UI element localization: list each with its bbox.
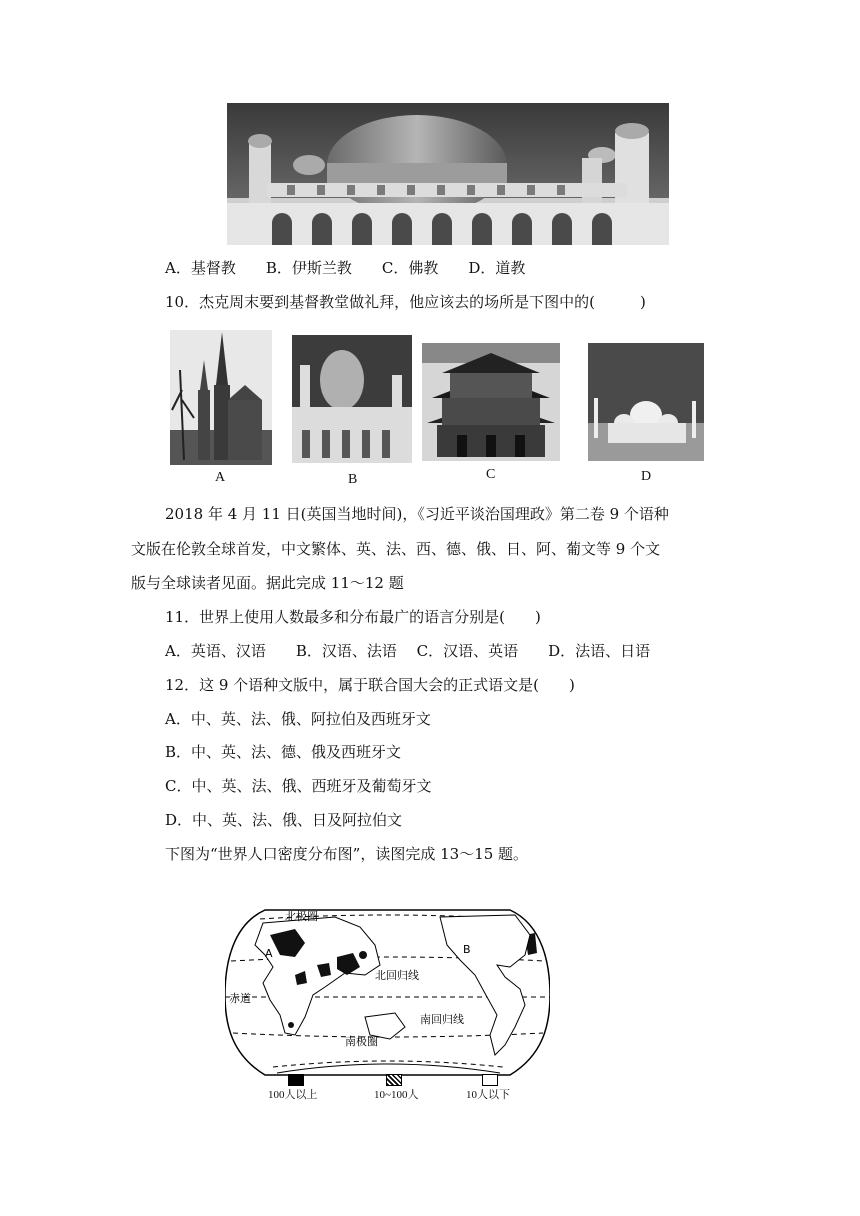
legend-medium [374,1074,418,1102]
legend-solid-swatch [288,1074,304,1086]
map-intro: 下图为“世界人口密度分布图”，读图完成 13～15 题。 [165,845,529,863]
q12-option-a: A．中、英、法、俄、阿拉伯及西班牙文 [165,710,431,728]
label-tropic-of-cancer: 北回归线 [375,969,419,982]
label-b: B [463,943,471,956]
label-tropic-of-capricorn: 南回归线 [420,1013,464,1026]
caption-d: D [641,469,652,484]
passage-line-1: 2018 年 4 月 11 日(英国当地时间)，《习近平谈治国理政》第二卷 9 个语种 [165,505,669,523]
mosque-photo-small [292,335,412,463]
legend-high-label: 100人以上 [268,1089,318,1102]
legend-empty-swatch [482,1074,498,1086]
legend-medium-label: 10~100人 [374,1089,419,1102]
label-equator: 赤道 [229,992,251,1005]
caption-a: A [215,470,226,485]
caption-c: C [486,467,496,482]
caption-b: B [348,472,358,487]
passage-line-3: 版与全球读者见面。据此完成 11～12 题 [131,574,404,592]
q9-options: A．基督教 B．伊斯兰教 C．佛教 D．道教 [165,259,526,277]
church-photo [170,330,272,465]
legend-low [466,1074,510,1102]
legend-hatched-swatch [386,1074,402,1086]
q12-option-b: B．中、英、法、德、俄及西班牙文 [165,743,402,761]
q12-stem: 12．这 9 个语种文版中，属于联合国大会的正式语文是( ) [165,676,575,694]
q12-option-d: D．中、英、法、俄、日及阿拉伯文 [165,811,403,829]
q10-stem: 10．杰克周末要到基督教堂做礼拜，他应该去的场所是下图中的( ) [165,293,646,311]
mosque-photo [227,103,669,245]
q11-options: A．英语、汉语 B．汉语、法语 C．汉语、英语 D．法语、日语 [165,642,651,660]
label-a: A [265,947,273,960]
label-arctic-circle: 北极圈 [285,910,318,923]
temple-photo [422,343,560,461]
legend-low-label: 10人以下 [466,1089,510,1102]
q11-stem: 11．世界上使用人数最多和分布最广的语言分别是( ) [165,608,541,626]
white-mosque-photo [588,343,704,461]
passage-line-2: 文版在伦敦全球首发，中文繁体、英、法、西、德、俄、日、阿、葡文等 9 个文 [131,540,661,558]
q12-option-c: C．中、英、法、俄、西班牙及葡萄牙文 [165,777,432,795]
legend-high [268,1074,318,1102]
world-population-map [225,905,550,1080]
label-antarctic-circle: 南极圈 [345,1035,378,1048]
